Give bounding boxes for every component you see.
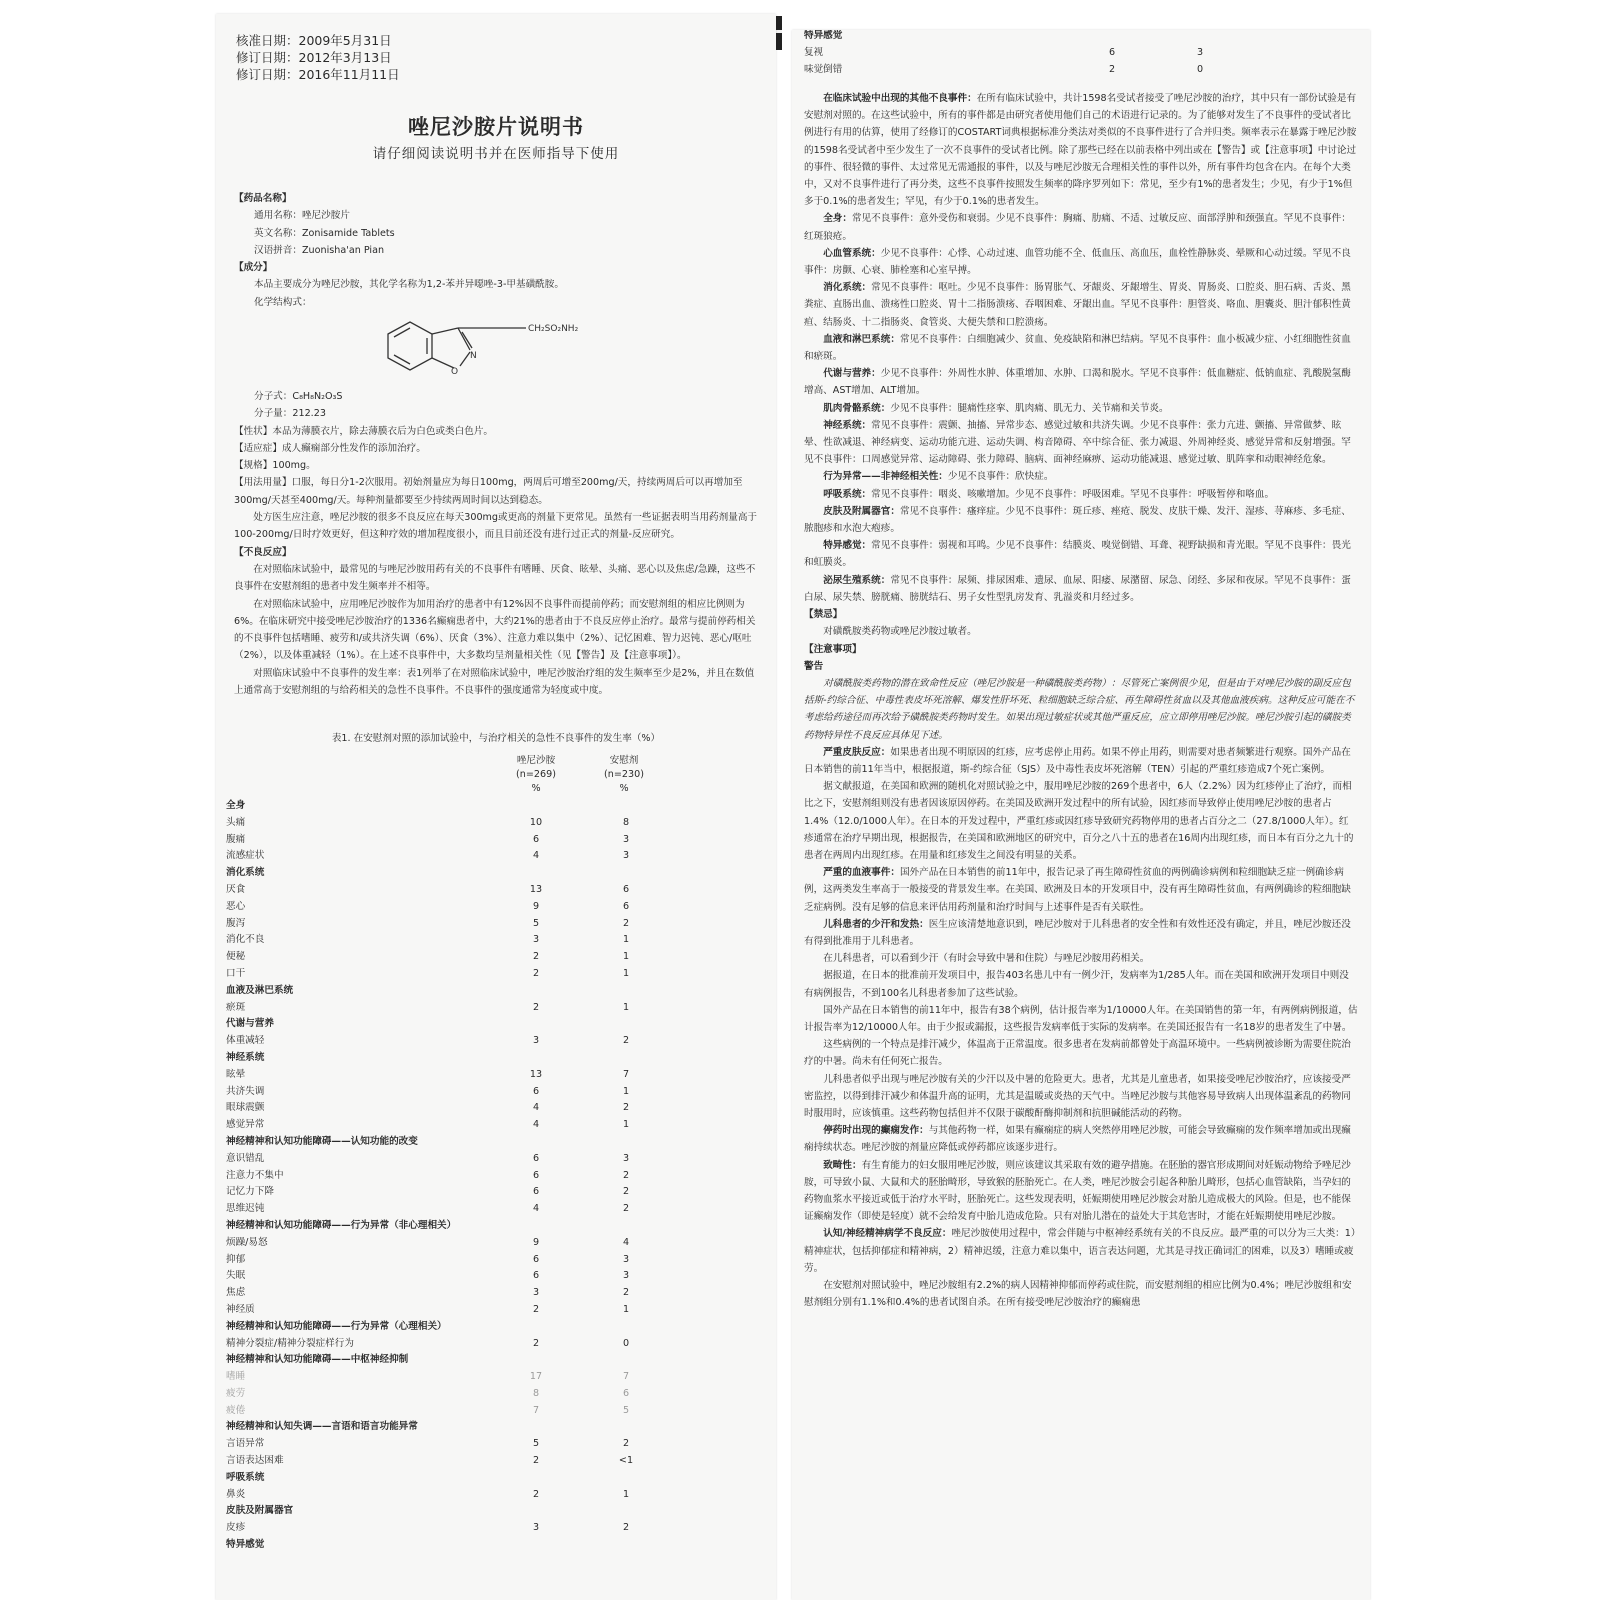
adverse-system-paragraph-lead: 肌肉骨骼系统：: [823, 402, 891, 414]
placebo-value: 1: [622, 1085, 630, 1097]
adverse-system-paragraph-lead: 消化系统：: [823, 282, 872, 294]
table-category-row: [226, 1218, 766, 1235]
revision-date-1: 修订日期：2012年3月13日: [236, 50, 392, 65]
adverse-system-paragraph: [804, 486, 1358, 503]
precaution-paragraph: [804, 744, 1358, 778]
table-row: [226, 1453, 766, 1470]
placebo-value: 1: [622, 1119, 630, 1131]
zonisamide-value: 6: [1108, 46, 1116, 58]
event-name: 便秘: [226, 951, 246, 963]
precaution-paragraph-text: 国外产品在日本销售的前11年中，报告有38个病例，估计报告率为1/10000人年。在美国销售的第一年，有两例病例报道，估计报告率为12/10000人年。由于少报或漏报，这些报告发病率低于实际的发病率。在美国还报告有一名18岁的患者发生了中暑。: [804, 1004, 1358, 1033]
adverse-system-paragraph-lead: 神经系统：: [823, 419, 872, 431]
event-name: 感觉异常: [226, 1119, 265, 1131]
zonisamide-value: 4: [532, 850, 540, 862]
structure-label: 化学结构式：: [254, 296, 312, 308]
event-name: 眼球震颤: [226, 1102, 265, 1114]
contraindications-text: [804, 623, 1358, 640]
adverse-system-paragraph: [804, 279, 1358, 331]
substituent-label: CH₂SO₂NH₂: [528, 324, 579, 334]
table-category-row: [226, 1134, 766, 1151]
zonisamide-value: 6: [532, 1169, 540, 1181]
adverse-system-paragraph-text: 常见不良事件：呕吐。少见不良事件：肠胃胀气、牙龈炎、牙龈增生、胃炎、胃肠炎、口腔炎、胆石病、舌炎、黑粪症、直肠出血、溃疡性口腔炎、胃十二指肠溃疡、吞咽困难、牙龈出血。罕见不良事件：胆管炎、咯血、胆囊炎、胆汁郁积性黄疸、结肠炎、十二指肠炎、食管炎、大便失禁和口腔溃疡。: [804, 282, 1351, 328]
placebo-value: 6: [622, 1387, 630, 1399]
table-caption: 表1. 在安慰剂对照的添加试验中，与治疗相关的急性不良事件的发生率（%）: [331, 733, 661, 744]
placebo-value: 0: [622, 1337, 630, 1349]
event-name: 意识错乱: [226, 1152, 265, 1164]
precaution-paragraph-text: 医生应该清楚地意识到，唑尼沙胺对于儿科患者的安全性和有效性还没有确定，并且，唑尼沙胺还没有得到批准用于儿科患者。: [804, 918, 1351, 947]
table-row: [226, 1302, 766, 1319]
precaution-paragraph-text: 对磺酰胺类药物的潜在致命性反应（唑尼沙胺是一种磺酰胺类药物）：尽管死亡案例很少见，但是由于对唑尼沙胺的副反应包括斯-约综合征、中毒性表皮坏死溶解、爆发性肝坏死、粒细胞缺乏综合症、再生障碍性贫血以及其他血液疾病。这种反应可能在不考虑给药途径而再次给予磺酰胺类药物时发生。如果出现过敏症状或其他严重反应，应立即停用唑尼沙胺。唑尼沙胺引起的磺胺类药物特异性不良反应具体见下述。: [804, 677, 1355, 741]
dosage-text: 【用法用量】口服，每日分1-2次服用。初始剂量应为每日100mg，两周后可增至200mg/天，持续两周后可以再增加至300mg/天甚至400mg/天。每种剂量都要至少持续两周时间以达到稳态。: [234, 477, 743, 506]
adverse-system-paragraph-lead: 呼吸系统：: [823, 488, 872, 500]
precaution-paragraph-text: 在儿科患者，可以看到少汗（有时会导致中暑和住院）与唑尼沙胺用药相关。: [823, 953, 1150, 965]
event-name: 注意力不集中: [226, 1169, 284, 1181]
adverse-system-paragraph-text: 少见不良事件：心悸、心动过速、血管功能不全、低血压、高血压，血栓性静脉炎、晕厥和心动过缓。罕见不良事件：房颤、心衰、肺栓塞和心室早搏。: [804, 247, 1351, 277]
table-row: [226, 1369, 766, 1386]
column-header-placebo-name: 安慰剂: [609, 755, 639, 766]
placebo-value: 3: [622, 833, 630, 845]
table-row: [226, 1285, 766, 1302]
zonisamide-value: 6: [532, 1186, 540, 1198]
table-row: [226, 1403, 766, 1420]
precaution-paragraph-text: 据报道，在日本的批准前开发项目中，报告403名患儿中有一例少汗，发病率为1/285人年。而在美国和欧洲开发项目中则没有病例报告，不到100名儿科患者参加了这些试验。: [804, 970, 1349, 999]
adverse-system-paragraph: [804, 90, 1358, 210]
precautions-heading: 【注意事项】: [804, 643, 862, 655]
table-category-row: [226, 1537, 766, 1554]
table-row: [226, 916, 766, 933]
column-header-zonisamide: [506, 754, 566, 796]
placebo-value: 2: [622, 1203, 630, 1215]
table-row: [226, 1067, 766, 1084]
zonisamide-value: 6: [532, 1270, 540, 1282]
zonisamide-value: 6: [532, 833, 540, 845]
drug-name-heading: 【药品名称】: [234, 193, 292, 204]
column-header-zonisamide-unit: %: [531, 783, 541, 794]
adverse-system-paragraph-text: 常见不良事件：瘙痒症。少见不良事件：斑丘疹、痤疮、脱发、皮肤干燥、发汗、湿疹、荨麻疹、多毛症、脓胞疹和水泡大疱疹。: [804, 505, 1351, 535]
column-header-placebo-unit: %: [619, 783, 629, 794]
molecular-weight: 分子量：212.23: [254, 408, 326, 420]
zonisamide-value: 3: [532, 1287, 540, 1299]
adverse-system-paragraph-lead: 全身：: [823, 213, 852, 225]
event-name: 神经质: [226, 1303, 255, 1315]
placebo-value: 3: [622, 1253, 630, 1265]
table-row: [226, 1252, 766, 1269]
placebo-value: 3: [622, 1152, 630, 1164]
placebo-value: 0: [1196, 63, 1204, 75]
table-row: [226, 1520, 766, 1537]
event-name: 烦躁/易怒: [226, 1236, 268, 1248]
table-category-row: [226, 983, 766, 1000]
event-name: 记忆力下降: [226, 1186, 274, 1198]
right-table-continuation: [804, 30, 1344, 78]
event-name: 腹痛: [226, 833, 246, 845]
placebo-value: 6: [622, 900, 630, 912]
zonisamide-value: 4: [532, 1203, 540, 1215]
event-name: 头痛: [226, 816, 246, 828]
event-name: 嗜睡: [226, 1371, 246, 1383]
table-category-row: [226, 1503, 766, 1520]
precaution-paragraph: [804, 1036, 1358, 1070]
zonisamide-value: 2: [532, 1303, 540, 1315]
precaution-paragraph-text: 据文献报道，在美国和欧洲的随机化对照试验之中，服用唑尼沙胺的269个患者中，6人（2.2%）因为红疹停止了治疗，而相比之下，安慰剂组则没有患者因该原因停药。在美国及欧洲开发过程中的所有试验，因红疹而导致停止使用唑尼沙胺的患者占1.4%（12.0/1000人年）。在日本的开发过程中，严重红疹或因红疹导致研究药物停用的患者占百分之二（27.8/1000人年）。红疹通常在治疗早期出现，根据报告，在美国和欧洲地区的研究中，百分之八十五的患者在16周内出现红疹，而日本有百分之九十的患者在两周内出现红疹。在用量和红疹发生之间没有明显的关系。: [804, 781, 1354, 861]
adverse-system-paragraph-text: 常见不良事件：弱视和耳鸣。少见不良事件：结膜炎、嗅觉倒错、耳聋、视野缺损和青光眼。罕见不良事件：畏光和虹膜炎。: [804, 540, 1351, 569]
table-row: [226, 949, 766, 966]
left-page: [216, 14, 776, 1600]
event-name: 味觉倒错: [804, 63, 843, 75]
placebo-value: 3: [622, 1270, 630, 1282]
event-name: 言语异常: [226, 1438, 265, 1450]
category-name: 神经精神和认知失调——言语和语言功能异常: [226, 1421, 418, 1433]
placebo-value: 1: [622, 951, 630, 963]
placebo-value: 8: [622, 816, 630, 828]
zonisamide-value: 3: [532, 1035, 540, 1047]
table-row: [226, 1084, 766, 1101]
placebo-value: 2: [622, 1287, 630, 1299]
adverse-system-paragraph-text: 常见不良事件：震颤、抽搐、异常步态、感觉过敏和共济失调。少见不良事件：张力亢进、颤搐、异常做梦、眩晕、性欲减退、神经病变、运动功能亢进、运动失调、构音障碍、卒中综合征、张力减退、外周神经炎、感觉异常和反射增强。罕见不良事件：口周感觉异常、运动障碍、张力障碍、脑病、面神经麻痹、运动功能减退、感觉过敏、肌阵挛和动眼神经危象。: [804, 419, 1351, 466]
adverse-system-paragraph: [804, 537, 1358, 571]
adverse-system-paragraph: [804, 503, 1358, 537]
event-name: 复视: [804, 46, 824, 58]
table-row: [226, 1100, 766, 1117]
placebo-value: 3: [622, 850, 630, 862]
event-name: 消化不良: [226, 934, 265, 946]
precaution-paragraph-text: 如果患者出现不明原因的红疹，应考虑停止用药。如果不停止用药，则需要对患者频繁进行观察。国外产品在日本销售的前11年当中，根据报道，斯-约综合征（SJS）及中毒性表皮坏死溶解（TEN）引起的严重红疹造成7个死亡案例。: [804, 746, 1351, 775]
pinyin-name: 汉语拼音：Zuonisha'an Pian: [254, 244, 385, 256]
adverse-system-paragraph-text: 少见不良事件：欣快症。: [947, 471, 1054, 483]
placebo-value: <1: [618, 1455, 634, 1467]
english-name: 英文名称：Zonisamide Tablets: [254, 227, 395, 239]
chemical-structure-diagram: [378, 314, 598, 386]
precaution-paragraph: [804, 916, 1358, 950]
placebo-value: 1: [622, 934, 630, 946]
precaution-paragraph-lead: 认知/神经精神病学不良反应：: [823, 1228, 952, 1240]
placebo-value: 1: [622, 1001, 630, 1013]
category-name: 消化系统: [226, 867, 265, 879]
specification-text: 【规格】100mg。: [234, 460, 316, 472]
zonisamide-value: 8: [532, 1387, 540, 1399]
category-name: 特异感觉: [226, 1539, 265, 1551]
zonisamide-value: 4: [532, 1119, 540, 1131]
zonisamide-value: 6: [532, 1152, 540, 1164]
category-name: 神经精神和认知功能障碍——行为异常（心理相关）: [226, 1320, 447, 1332]
zonisamide-value: 2: [532, 1455, 540, 1467]
indications-text: 【适应症】成人癫痫部分性发作的添加治疗。: [234, 442, 426, 454]
zonisamide-value: 10: [529, 816, 543, 828]
placebo-value: 2: [622, 1186, 630, 1198]
category-name: 神经系统: [226, 1051, 265, 1063]
table-row: [226, 1168, 766, 1185]
adverse-heading: 【不良反应】: [234, 546, 292, 558]
precaution-paragraph: [804, 1277, 1358, 1311]
event-name: 言语表达困难: [226, 1455, 284, 1467]
precaution-paragraph: [804, 967, 1358, 1001]
zonisamide-value: 2: [532, 1488, 540, 1500]
precaution-paragraph: [804, 1157, 1358, 1226]
molecular-formula: 分子式：C₈H₈N₂O₃S: [254, 391, 343, 402]
event-name: 腹泻: [226, 917, 246, 929]
zonisamide-value: 6: [532, 1085, 540, 1097]
precaution-paragraph-lead: 严重的血液事件：: [823, 867, 900, 879]
event-name: 共济失调: [226, 1085, 265, 1097]
adverse-system-paragraph: [804, 417, 1358, 469]
table-category-row: [804, 30, 1344, 45]
table-row: [226, 1436, 766, 1453]
zonisamide-value: 3: [532, 1522, 540, 1534]
contraindications-heading: 【禁忌】: [804, 609, 843, 621]
adverse-system-paragraph-text: 少见不良事件：腿痛性痉挛、肌肉痛、肌无力、关节痛和关节炎。: [890, 402, 1169, 414]
adverse-system-paragraph-text: 常见不良事件：意外受伤和衰弱。少见不良事件：胸痛、肋痛、不适、过敏反应、面部浮肿和颈强直。罕见不良事件：红斑狼疮。: [804, 213, 1351, 242]
adverse-paragraph-3: 对照临床试验中不良事件的发生率：表1列举了在对照临床试验中，唑尼沙胺治疗组的发生频率至少是2%，并且在数值上通常高于安慰剂组的与给药相关的急性不良事件。不良事件的强度通常为轻度或中度。: [234, 667, 755, 697]
column-header-zonisamide-n: (n=269): [516, 769, 556, 780]
warning-label: 警告: [804, 660, 824, 672]
table-row: [226, 815, 766, 832]
adverse-system-paragraph-text: 在所有临床试验中，共计1598名受试者接受了唑尼沙胺的治疗，其中只有一部份试验是有安慰剂对照的。在这些试验中，所有的事件都是由研究者使用他们自己的术语进行记录的。为了能够对发生了不良事件的受试者比例进行有用的估算，使用了经修订的COSTART词典根据标准分类法对类似的不良事件进行了合并归类。频率表示在暴露于唑尼沙胺的1598名受试者中至少发生了一次不良事件的受试者比例。除了那些已经在以前表格中列出或在【警告】或【注意事项】中讨论过的事件、很轻微的事件、太过常见无需通报的事件，以及与唑尼沙胺无合理相关性的事件以外，所有事件均包含在内。在每个大类中，又对不良事件进行了再分类，这些不良事件按照发生频率的降序罗列如下：常见，至少有1%的患者发生；少见，有少于1%但多于0.1%的患者发生；罕见，有少于0.1%的患者发生。: [804, 93, 1357, 208]
adverse-system-paragraph: [804, 245, 1358, 279]
zonisamide-value: 9: [532, 900, 540, 912]
placebo-value: 2: [622, 1169, 630, 1181]
table-row: [226, 1000, 766, 1017]
precaution-paragraph: [804, 675, 1358, 744]
category-name: 神经精神和认知功能障碍——行为异常（非心理相关）: [226, 1219, 457, 1231]
event-name: 焦虑: [226, 1287, 246, 1299]
table-row: [226, 1336, 766, 1353]
zonisamide-value: 3: [532, 934, 540, 946]
table-category-row: [226, 1352, 766, 1369]
right-page: [792, 30, 1370, 1600]
adverse-system-paragraph: [804, 210, 1358, 244]
adverse-system-paragraph: [804, 400, 1358, 417]
precaution-paragraph: [804, 1002, 1358, 1036]
adverse-system-paragraph-text: 常见不良事件：咽炎、咳嗽增加。少见不良事件：呼吸困难。罕见不良事件：呼吸暂停和咯血。: [871, 488, 1275, 500]
table-category-row: [226, 1050, 766, 1067]
revision-date-2: 修订日期：2016年11月11日: [236, 67, 400, 82]
placebo-value: 5: [622, 1404, 630, 1416]
placebo-value: 6: [622, 883, 630, 895]
zonisamide-value: 2: [532, 967, 540, 979]
event-name: 恶心: [226, 900, 246, 912]
table-row: [226, 882, 766, 899]
event-name: 厌食: [226, 883, 246, 895]
event-name: 鼻炎: [226, 1488, 246, 1500]
precaution-paragraph-lead: 儿科患者的少汗和发热：: [823, 918, 929, 930]
adverse-system-paragraph: [804, 468, 1358, 485]
table-category-row: [226, 865, 766, 882]
zonisamide-value: 2: [1108, 63, 1116, 75]
table-row: [804, 62, 1344, 79]
composition-heading: 【成分】: [234, 262, 273, 274]
table-row: [226, 1487, 766, 1504]
event-name: 失眠: [226, 1270, 246, 1282]
precaution-paragraph: [804, 1071, 1358, 1123]
event-name: 体重减轻: [226, 1035, 265, 1047]
table-row: [226, 1151, 766, 1168]
precaution-paragraph-text: 国外产品在日本销售的前11年中，报告记录了再生障碍性贫血的两例确诊病例和粒细胞缺乏症一例确诊病例，这两类发生率高于一般接受的背景发生率。在美国、欧洲及日本的开发项目中，没有再生障碍性贫血，有两例确诊的粒细胞缺乏症病例。没有足够的信息来评估用药剂量和治疗时间与上述事件是否有关联性。: [804, 867, 1351, 913]
revision-dates: [236, 32, 400, 83]
precaution-paragraph: [804, 1122, 1358, 1156]
precaution-paragraph-lead: 致畸性：: [823, 1159, 862, 1171]
adverse-system-paragraph-lead: 行为异常——非神经相关性：: [823, 471, 948, 483]
adverse-system-paragraph: [804, 331, 1358, 365]
placebo-value: 3: [1196, 46, 1204, 58]
placebo-value: 2: [622, 1102, 630, 1114]
event-name: 眩晕: [226, 1068, 246, 1080]
table-row: [226, 848, 766, 865]
table-row: [226, 1184, 766, 1201]
table-row: [226, 1033, 766, 1050]
placebo-value: 2: [622, 1438, 630, 1450]
generic-name: 通用名称：唑尼沙胺片: [254, 210, 350, 222]
category-name: 神经精神和认知功能障碍——中枢神经抑制: [226, 1354, 409, 1366]
zonisamide-value: 2: [532, 951, 540, 963]
adverse-system-paragraph: [804, 572, 1358, 606]
column-header-zonisamide-name: 唑尼沙胺: [516, 755, 556, 766]
oxygen-atom-label: O: [451, 367, 459, 377]
zonisamide-value: 9: [532, 1236, 540, 1248]
category-name: 血液及淋巴系统: [226, 984, 294, 996]
drug-name-section: [234, 190, 758, 311]
table-row: [226, 932, 766, 949]
adverse-system-paragraph: [804, 365, 1358, 399]
event-name: 抑郁: [226, 1253, 246, 1265]
column-header-placebo: [594, 754, 654, 796]
table-category-row: [226, 1470, 766, 1487]
table-row: [226, 966, 766, 983]
event-name: 思维迟钝: [226, 1203, 265, 1215]
precaution-paragraph: [804, 950, 1358, 967]
column-header-placebo-n: (n=230): [604, 769, 644, 780]
event-name: 精神分裂症/精神分裂症样行为: [226, 1337, 354, 1349]
zonisamide-value: 2: [532, 1001, 540, 1013]
table-category-row: [226, 798, 766, 815]
document-subtitle: 请仔细阅读说明书并在医师指导下使用: [372, 146, 620, 162]
table-row: [226, 832, 766, 849]
category-name: 代谢与营养: [226, 1018, 274, 1030]
precaution-paragraph: [804, 1225, 1358, 1277]
adverse-system-paragraph-text: 少见不良事件：外周性水肿、体重增加、水肿、口渴和脱水。罕见不良事件：低血糖症、低钠血症、乳酸脱氢酶增高、AST增加、ALT增加。: [804, 368, 1351, 397]
placebo-value: 2: [622, 917, 630, 929]
contraindications-text-text: 对磺酰胺类药物或唑尼沙胺过敏者。: [823, 626, 977, 638]
table-row: [804, 45, 1344, 62]
event-name: 瘀斑: [226, 1001, 246, 1013]
table-row: [226, 1386, 766, 1403]
adverse-system-paragraph-lead: 心血管系统：: [823, 247, 881, 259]
event-name: 流感症状: [226, 850, 265, 862]
category-name: 神经精神和认知功能障碍——认知功能的改变: [226, 1135, 418, 1147]
document-title: 唑尼沙胺片说明书: [408, 115, 584, 139]
precaution-paragraph: [804, 864, 1358, 916]
precaution-paragraph: [804, 778, 1358, 864]
adverse-system-paragraph-lead: 特异感觉：: [823, 540, 872, 552]
table-category-row: [226, 1419, 766, 1436]
category-name: 特异感觉: [804, 30, 843, 41]
placebo-value: 1: [622, 967, 630, 979]
placebo-value: 2: [622, 1522, 630, 1534]
right-page-body: [804, 90, 1358, 1311]
adverse-system-paragraph-text: 常见不良事件：白细胞减少、贫血、免疫缺陷和淋巴结病。罕见不良事件：血小板减少症、小红细胞性贫血和瘀斑。: [804, 333, 1351, 363]
precaution-paragraph-text: 在安慰剂对照试验中，唑尼沙胺组有2.2%的病人因精神抑郁而停药或住院，而安慰剂组的相应比例为0.4%；唑尼沙胺组和安慰剂组分别有1.1%和0.4%的患者试图自杀。在所有接受唑尼沙胺治疗的癫痫患: [804, 1280, 1352, 1309]
precaution-paragraph-text: 唑尼沙胺使用过程中，常会伴随与中枢神经系统有关的不良反应。最严重的可以分为三大类：1）精神症状，包括抑郁症和精神病，2）精神迟缓，注意力难以集中，语言表达问题，尤其是寻找正确词汇的困难，以及3）嗜睡或疲劳。: [804, 1228, 1356, 1274]
event-name: 疲倦: [226, 1404, 246, 1416]
properties-text: 【性状】本品为薄膜衣片，除去薄膜衣后为白色或类白色片。: [234, 425, 494, 437]
table-category-row: [226, 1016, 766, 1033]
event-name: 疲劳: [226, 1387, 246, 1399]
zonisamide-value: 2: [532, 1337, 540, 1349]
precaution-paragraph-text: 儿科患者似乎出现与唑尼沙胺有关的少汗以及中暑的危险更大。患者，尤其是儿童患者，如果接受唑尼沙胺治疗，应该接受严密监控，以得到排汗减少和体温升高的证明，尤其是温暖或炎热的天气中。当唑尼沙胺与其他容易导致病人出现体温紊乱的药物同时服用时，应该慎重。这些药物包括但并不仅限于碳酸酐酶抑制剂和抗胆碱能活动的药物。: [804, 1073, 1351, 1119]
precaution-paragraph-text: 有生育能力的妇女服用唑尼沙胺，则应该建议其采取有效的避孕措施。在胚胎的器官形成期间对妊娠动物给予唑尼沙胺，可导致小鼠、大鼠和犬的胚胎畸形，导致猴的胚胎死亡。在人类，唑尼沙胺会引起各种胎儿畸形，包括心血管缺陷，当孕妇的药物血浆水平接近或低于治疗水平时，胚胎死亡。这些发现表明，妊娠期使用唑尼沙胺会对胎儿造成极大的风险。但是，也不能保证癫痫发作（即使是轻度）就不会给发育中胎儿造成危险。只有对胎儿潜在的益处大于其危害时，才能在妊娠期使用唑尼沙胺。: [804, 1159, 1351, 1223]
adverse-system-paragraph-lead: 泌尿生殖系统：: [823, 574, 891, 586]
placebo-value: 4: [622, 1236, 630, 1248]
placebo-value: 1: [622, 1488, 630, 1500]
table-row: [226, 899, 766, 916]
zonisamide-value: 7: [532, 1404, 540, 1416]
table-row: [226, 1117, 766, 1134]
table-row: [226, 1268, 766, 1285]
zonisamide-value: 13: [529, 883, 543, 895]
zonisamide-value: 17: [529, 1371, 543, 1383]
placebo-value: 1: [622, 1303, 630, 1315]
placebo-value: 2: [622, 1035, 630, 1047]
adverse-system-paragraph-text: 常见不良事件：尿频、排尿困难、遗尿、血尿、阳痿、尿潴留、尿急、闭经、多尿和夜尿。罕见不良事件：蛋白尿、尿失禁、膀胱痛、膀胱结石、男子女性型乳房发育、乳溢炎和月经过多。: [804, 574, 1351, 603]
adverse-system-paragraph-lead: 皮肤及附属器官：: [823, 505, 900, 517]
event-name: 皮疹: [226, 1522, 246, 1534]
dosage-note: 处方医生应注意，唑尼沙胺的很多不良反应在每天300mg或更高的剂量下更常见。虽然有一些证据表明当用药剂量高于100-200mg/日时疗效更好，但这种疗效的增加程度很小，而且目前还没有进行过正式的剂量-反应研究。: [234, 512, 758, 541]
placebo-value: 7: [622, 1068, 630, 1080]
zonisamide-value: 6: [532, 1253, 540, 1265]
placebo-value: 7: [622, 1371, 630, 1383]
table-row: [226, 1235, 766, 1252]
adverse-paragraph-2: 在对照临床试验中，应用唑尼沙胺作为加用治疗的患者中有12%因不良事件而提前停药；而安慰剂组的相应比例则为6%。在临床研究中接受唑尼沙胺治疗的1336名癫痫患者中，大约21%的患者由于不良反应停止治疗。最常与提前停药相关的不良事件包括嗜睡、疲劳和/或共济失调（6%）、厌食（3%）、注意力难以集中（2%）、记忆困难、智力迟钝、恶心/呕吐（2%），以及体重减轻（1%）。在上述不良事件中，大多数均呈剂量相关性（见【警告】及【注意事项】）。: [234, 598, 756, 662]
zonisamide-value: 5: [532, 1438, 540, 1450]
adverse-system-paragraph-lead: 在临床试验中出现的其他不良事件：: [823, 93, 977, 104]
adverse-system-paragraph-lead: 血液和淋巴系统：: [823, 333, 900, 345]
table-category-row: [226, 1319, 766, 1336]
precaution-paragraph-lead: 严重皮肤反应：: [823, 746, 891, 758]
precaution-paragraph-lead: 停药时出现的癫痫发作：: [823, 1125, 929, 1137]
category-name: 呼吸系统: [226, 1471, 265, 1483]
zonisamide-value: 5: [532, 917, 540, 929]
precaution-paragraph-text: 与其他药物一样，如果有癫痫症的病人突然停用唑尼沙胺，可能会导致癫痫的发作频率增加或出现癫痫持续状态。唑尼沙胺的剂量应降低或停药都应该逐步进行。: [804, 1125, 1351, 1154]
category-name: 皮肤及附属器官: [226, 1505, 294, 1517]
zonisamide-value: 4: [532, 1102, 540, 1114]
composition-text: 本品主要成分为唑尼沙胺，其化学名称为1,2-苯并异噁唑-3-甲基磺酰胺。: [254, 279, 564, 291]
adverse-event-table: [226, 798, 766, 1554]
category-name: 全身: [226, 800, 246, 811]
approval-date: 核准日期：2009年5月31日: [236, 33, 392, 48]
precaution-paragraph-text: 这些病例的一个特点是排汗减少，体温高于正常温度。很多患者在发病前都曾处于高温环境中。一些病例被诊断为需要住院治疗的中暑。尚未有任何死亡报告。: [804, 1039, 1351, 1068]
event-name: 口干: [226, 967, 246, 979]
adverse-paragraph-1: 在对照临床试验中，最常见的与唑尼沙胺用药有关的不良事件有嗜睡、厌食、眩晕、头痛、恶心以及焦虑/急躁，这些不良事件在安慰剂组的患者中发生频率并不相等。: [234, 563, 756, 593]
adverse-system-paragraph-lead: 代谢与营养：: [823, 368, 881, 380]
table-row: [226, 1201, 766, 1218]
properties-section: [234, 388, 758, 699]
zonisamide-value: 13: [529, 1068, 543, 1080]
nitrogen-atom-label: N: [470, 351, 477, 361]
